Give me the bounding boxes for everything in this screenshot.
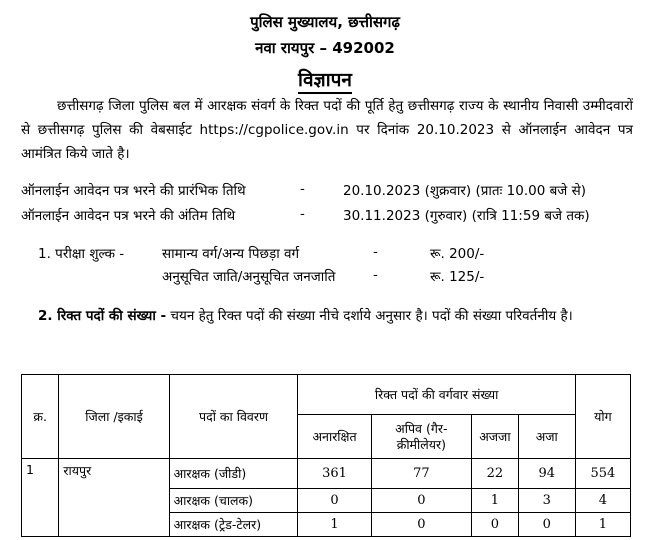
- header-post: पदों का विवरण: [169, 375, 298, 459]
- cell-total: 554: [575, 459, 630, 489]
- end-date-label: ऑनलाईन आवेदन पत्र भरने की अंतिम तिथि: [21, 208, 236, 224]
- cell-sc: 3: [518, 489, 575, 513]
- cell-post: आरक्षक (चालक): [169, 489, 298, 513]
- cell-post: आरक्षक (जीडी): [169, 459, 298, 489]
- advertisement-title: विज्ञापन: [298, 69, 352, 94]
- header-sc: अजा: [518, 415, 575, 459]
- vacancy-heading: 2. रिक्त पदों की संख्या -: [38, 308, 167, 324]
- cell-obc: 0: [371, 513, 471, 537]
- header-sno: क्र.: [22, 375, 59, 459]
- cell-post: आरक्षक (ट्रेड-टेलर): [169, 513, 298, 537]
- cell-unreserved: 0: [298, 489, 371, 513]
- intro-paragraph: छत्तीसगढ़ जिला पुलिस बल में आरक्षक संवर्ग के रिक्त पदों की पूर्ति हेतु छत्तीसगढ़ राज्य के स्थानीय निवासी उम्मीदवारों से छत्तीसगढ़ पुलिस की वेबसाईट https://cgpolice.gov.in पर दिनांक 20.10.2023 से ऑनलाईन आवेदन पत्र आमंत्रित किये जाते है।: [21, 98, 633, 162]
- cell-unreserved: 361: [298, 459, 371, 489]
- cell-obc: 77: [371, 459, 471, 489]
- fee-sep-sc-st: -: [373, 267, 378, 283]
- vacancy-paragraph: [38, 304, 631, 328]
- header-obc: अपिव (गैर-क्रीमीलेयर): [371, 415, 471, 459]
- cell-st: 22: [472, 459, 519, 489]
- start-date-label: ऑनलाईन आवेदन पत्र भरने की प्रारंभिक तिथि: [21, 183, 246, 199]
- start-date-sep: -: [300, 181, 305, 197]
- fee-amount-sc-st: रू. 125/-: [430, 269, 485, 285]
- header-st: अजजा: [472, 415, 519, 459]
- page-title: [0, 66, 650, 92]
- end-date-sep: -: [300, 206, 305, 222]
- vacancy-text: चयन हेतु रिक्त पदों की संख्या नीचे दर्शाये अनुसार है। पदों की संख्या परिवर्तनीय है।: [170, 308, 573, 324]
- fee-category-general: सामान्य वर्ग/अन्य पिछड़ा वर्ग: [162, 246, 300, 262]
- office-address: नवा रायपुर – 492002: [255, 39, 395, 57]
- cell-st: 0: [472, 513, 519, 537]
- fee-category-sc-st: अनुसूचित जाति/अनुसूचित जनजाति: [162, 269, 336, 285]
- header-unreserved: अनारक्षित: [298, 415, 371, 459]
- header-total: योग: [575, 375, 630, 459]
- cell-unreserved: 1: [298, 513, 371, 537]
- fee-sep-general: -: [373, 244, 378, 260]
- header-category-group: रिक्त पदों की वर्गवार संख्या: [298, 375, 575, 415]
- table-row: [22, 459, 631, 489]
- fee-heading: 1. परीक्षा शुल्क -: [38, 246, 125, 262]
- cell-total: 4: [575, 489, 630, 513]
- cell-sc: 94: [518, 459, 575, 489]
- cell-st: 1: [472, 489, 519, 513]
- start-date-value: 20.10.2023 (शुक्रवार) (प्रातः 10.00 बजे से): [343, 183, 586, 199]
- header-district: जिला /इकाई: [59, 375, 169, 459]
- fee-amount-general: रू. 200/-: [430, 246, 485, 262]
- vacancy-table: [21, 374, 631, 537]
- cell-sc: 0: [518, 513, 575, 537]
- cell-sno: 1: [22, 459, 59, 537]
- cell-district: रायपुर: [59, 459, 169, 537]
- end-date-value: 30.11.2023 (गुरुवार) (रात्रि 11:59 बजे तक): [343, 208, 590, 224]
- cell-total: 1: [575, 513, 630, 537]
- cell-obc: 0: [371, 489, 471, 513]
- office-name: पुलिस मुख्यालय, छत्तीसगढ़: [250, 13, 400, 31]
